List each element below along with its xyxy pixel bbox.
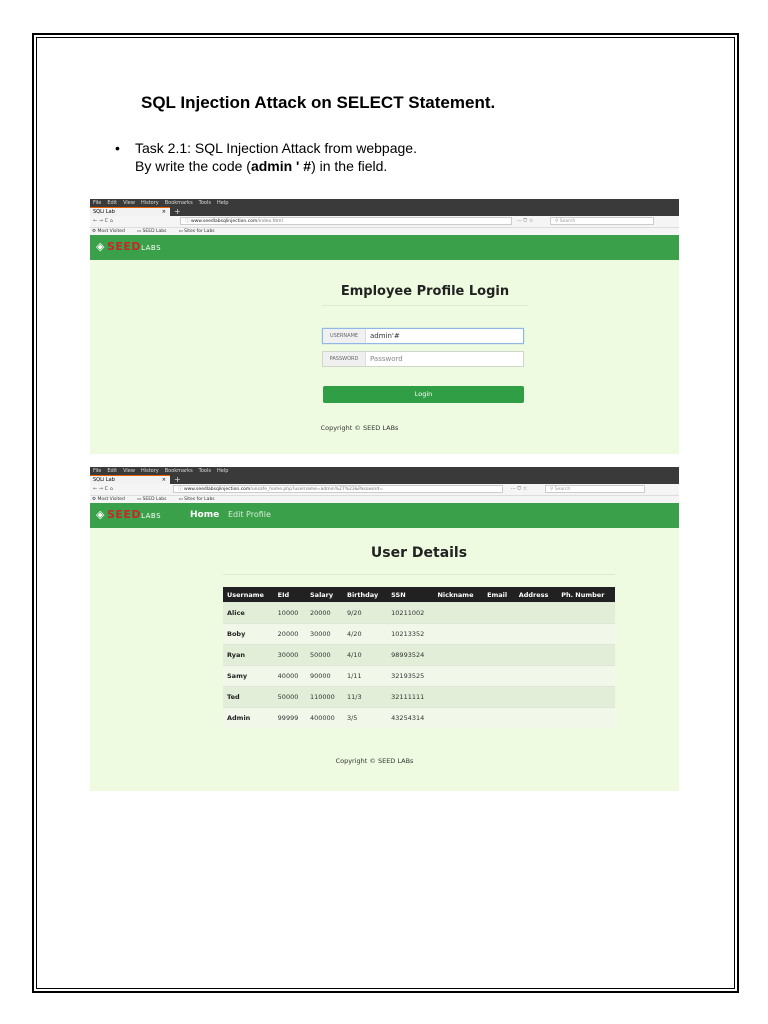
login-heading-wrap <box>322 260 528 306</box>
page-actions-icons[interactable]: ··· ⛉ ☆ <box>517 218 534 224</box>
task-line-1: Task 2.1: SQL Injection Attack from webpage. <box>135 140 417 156</box>
document-title: SQL Injection Attack on SELECT Statement. <box>141 93 496 112</box>
menu-bookmarks-2[interactable]: Bookmarks <box>164 468 193 474</box>
task-code: admin ' # <box>250 158 312 174</box>
browser-tab-2[interactable] <box>90 475 170 484</box>
table-cell <box>557 708 615 729</box>
menu-tools-2[interactable]: Tools <box>198 468 211 474</box>
home-icon-2[interactable]: ⌂ <box>109 486 113 492</box>
column-header: EId <box>274 587 306 603</box>
bookmarks-bar-2 <box>90 496 679 503</box>
table-cell <box>515 603 557 624</box>
table-cell <box>483 708 515 729</box>
table-row <box>223 666 615 687</box>
login-screenshot <box>90 199 679 454</box>
reload-icon-2[interactable]: C <box>104 486 109 492</box>
page-actions-icons-2[interactable]: ··· ⛉ ☆ <box>511 486 528 492</box>
login-button[interactable]: Login <box>323 386 524 403</box>
bookmarks-bar <box>90 228 679 235</box>
table-cell: Ryan <box>223 645 274 666</box>
menu-view[interactable]: View <box>123 200 135 206</box>
login-heading: Employee Profile Login <box>340 284 510 299</box>
column-header: Email <box>483 587 515 603</box>
table-row <box>223 624 615 645</box>
home-icon[interactable]: ⌂ <box>109 218 113 224</box>
bookmark-sites-for-labs-label-2: Sites for Labs <box>184 497 215 502</box>
site-header-2 <box>90 503 679 528</box>
menu-file[interactable]: File <box>93 200 102 206</box>
table-cell <box>515 708 557 729</box>
table-cell <box>515 645 557 666</box>
browser-navbar-2 <box>90 484 679 496</box>
table-cell: Admin <box>223 708 274 729</box>
table-cell <box>557 603 615 624</box>
table-cell: 3/5 <box>343 708 387 729</box>
menu-view-2[interactable]: View <box>123 468 135 474</box>
menu-edit-2[interactable]: Edit <box>107 468 118 474</box>
table-cell <box>557 687 615 708</box>
table-cell <box>515 624 557 645</box>
menu-tools[interactable]: Tools <box>198 200 211 206</box>
user-details-heading: User Details <box>223 541 615 575</box>
table-cell: 1/11 <box>343 666 387 687</box>
task-line-2 <box>135 157 417 175</box>
browser-tab[interactable] <box>90 207 170 216</box>
bookmark-most-visited[interactable]: ⚙ Most Visited <box>92 229 125 234</box>
column-header: Birthday <box>343 587 387 603</box>
table-cell <box>483 666 515 687</box>
address-bar[interactable]: ⓘ www.seedlabsqlinjection.com/index.html <box>180 217 512 225</box>
menu-history-2[interactable]: History <box>140 468 159 474</box>
table-cell <box>433 603 483 624</box>
table-cell: 110000 <box>306 687 343 708</box>
table-cell: 10213352 <box>387 624 433 645</box>
bookmark-seed-labs[interactable]: ▭ SEED Labs <box>136 229 167 234</box>
table-cell: 50000 <box>274 687 306 708</box>
task-description <box>135 139 417 175</box>
table-cell: 30000 <box>306 624 343 645</box>
table-cell: Samy <box>223 666 274 687</box>
bookmark-sites-for-labs-label: Sites for Labs <box>184 229 215 234</box>
table-cell: 99999 <box>274 708 306 729</box>
login-copyright: Copyright © SEED LABs <box>320 424 399 432</box>
table-cell <box>557 624 615 645</box>
url-path-2: /unsafe_home.php?username=admin%27%23&Password= <box>250 487 384 492</box>
table-body <box>223 603 615 729</box>
username-value: admin'# <box>370 332 400 340</box>
table-row <box>223 687 615 708</box>
menu-help-2[interactable]: Help <box>217 468 229 474</box>
table-cell: 4/20 <box>343 624 387 645</box>
browser-menubar-2 <box>90 467 679 475</box>
password-label: PASSWORD <box>323 352 366 366</box>
tab-close-icon-2[interactable]: × <box>161 477 166 483</box>
tab-close-icon[interactable]: × <box>161 209 166 215</box>
url-domain-2: www.seedlabsqlinjection.com <box>183 487 251 492</box>
forward-icon-2[interactable]: → <box>98 486 103 492</box>
login-body <box>90 260 679 454</box>
tab-title: SQLi Lab <box>93 209 115 215</box>
search-placeholder: Search <box>559 219 576 224</box>
table-cell <box>483 645 515 666</box>
bookmark-seed-labs-label-2: SEED Labs <box>142 497 167 502</box>
bookmark-sites-for-labs[interactable]: ▭ Sites for Labs <box>178 229 215 234</box>
nav-buttons-2 <box>93 486 113 492</box>
logo-main-2: SEED <box>106 508 142 521</box>
table-cell: 50000 <box>306 645 343 666</box>
table-cell: 400000 <box>306 708 343 729</box>
menu-file-2[interactable]: File <box>93 468 102 474</box>
table-cell: 10000 <box>274 603 306 624</box>
table-cell <box>515 687 557 708</box>
password-field[interactable] <box>322 351 524 367</box>
table-cell: 20000 <box>274 624 306 645</box>
bookmark-sites-for-labs-2[interactable]: ▭ Sites for Labs <box>178 497 215 502</box>
menu-edit[interactable]: Edit <box>107 200 118 206</box>
table-row <box>223 645 615 666</box>
table-cell: 10211002 <box>387 603 433 624</box>
url-path: /index.html <box>257 219 283 224</box>
logo-sub: LABS <box>141 244 162 252</box>
seed-labs-logo-2[interactable] <box>96 508 161 521</box>
password-placeholder: Password <box>370 355 403 363</box>
shield-icon-2: ◈ <box>96 508 105 521</box>
users-copyright: Copyright © SEED LABs <box>335 757 414 765</box>
menu-bookmarks[interactable]: Bookmarks <box>164 200 193 206</box>
search-placeholder-2: Search <box>554 487 571 492</box>
table-cell: 9/20 <box>343 603 387 624</box>
table-cell: 90000 <box>306 666 343 687</box>
forward-icon[interactable]: → <box>98 218 103 224</box>
bookmark-seed-labs-label: SEED Labs <box>142 229 167 234</box>
bookmark-most-visited-label: Most Visited <box>97 229 125 234</box>
table-cell: Alice <box>223 603 274 624</box>
nav-home-link[interactable]: Home <box>190 510 220 520</box>
logo-sub-2: LABS <box>141 512 162 520</box>
browser-navbar <box>90 216 679 228</box>
column-header: Salary <box>306 587 343 603</box>
table-cell: 40000 <box>274 666 306 687</box>
table-cell: 32111111 <box>387 687 433 708</box>
new-tab-icon-2[interactable]: + <box>174 475 181 484</box>
table-cell: Ted <box>223 687 274 708</box>
back-icon[interactable]: ← <box>93 218 98 224</box>
table-cell <box>483 624 515 645</box>
nav-buttons <box>93 218 113 224</box>
search-box[interactable]: ⚲ Search <box>550 217 654 225</box>
column-header: Address <box>515 587 557 603</box>
browser-menubar <box>90 199 679 207</box>
shield-icon: ◈ <box>96 240 105 253</box>
table-row <box>223 603 615 624</box>
seed-labs-logo[interactable] <box>96 240 161 253</box>
table-row <box>223 708 615 729</box>
table-cell <box>515 666 557 687</box>
task-line-2-prefix: By write the code ( <box>135 158 251 174</box>
table-cell <box>433 687 483 708</box>
column-header: Nickname <box>433 587 483 603</box>
logo-main: SEED <box>106 240 142 253</box>
table-cell: 11/3 <box>343 687 387 708</box>
table-cell <box>433 666 483 687</box>
reload-icon[interactable]: C <box>104 218 109 224</box>
back-icon-2[interactable]: ← <box>93 486 98 492</box>
table-cell: 20000 <box>306 603 343 624</box>
site-header <box>90 235 679 260</box>
bullet-dot: • <box>115 140 120 156</box>
table-cell <box>557 666 615 687</box>
table-header-row <box>223 587 615 603</box>
address-bar-2[interactable]: ⓘ www.seedlabsqlinjection.com/unsafe_home.php?username=admin%27%23&Password= <box>173 485 503 493</box>
nav-edit-profile-link[interactable]: Edit Profile <box>228 510 271 519</box>
users-screenshot <box>90 467 679 791</box>
table-cell <box>557 645 615 666</box>
username-field[interactable] <box>322 328 524 344</box>
table-cell: 30000 <box>274 645 306 666</box>
bookmark-seed-labs-2[interactable]: ▭ SEED Labs <box>136 497 167 502</box>
browser-tabbar-2 <box>90 475 679 484</box>
column-header: SSN <box>387 587 433 603</box>
table-cell <box>433 645 483 666</box>
table-cell: 43254314 <box>387 708 433 729</box>
menu-history[interactable]: History <box>140 200 159 206</box>
browser-tabbar <box>90 207 679 216</box>
tab-title-2: SQLi Lab <box>93 477 115 483</box>
table-cell: 4/10 <box>343 645 387 666</box>
column-header: Username <box>223 587 274 603</box>
table-cell <box>483 687 515 708</box>
bookmark-most-visited-2[interactable]: ⚙ Most Visited <box>92 497 125 502</box>
column-header: Ph. Number <box>557 587 615 603</box>
table-cell <box>483 603 515 624</box>
task-line-2-suffix: ) in the field. <box>311 158 388 174</box>
users-body <box>90 528 679 791</box>
table-cell: 98993524 <box>387 645 433 666</box>
new-tab-icon[interactable]: + <box>174 207 181 216</box>
table-cell: Boby <box>223 624 274 645</box>
bookmark-most-visited-label-2: Most Visited <box>97 497 125 502</box>
username-label: USERNAME <box>323 329 366 343</box>
menu-help[interactable]: Help <box>217 200 229 206</box>
table-cell: 32193525 <box>387 666 433 687</box>
table-cell <box>433 708 483 729</box>
search-box-2[interactable]: ⚲ Search <box>545 485 645 493</box>
table-cell <box>433 624 483 645</box>
user-details-table <box>223 587 615 728</box>
url-domain: www.seedlabsqlinjection.com <box>190 219 258 224</box>
